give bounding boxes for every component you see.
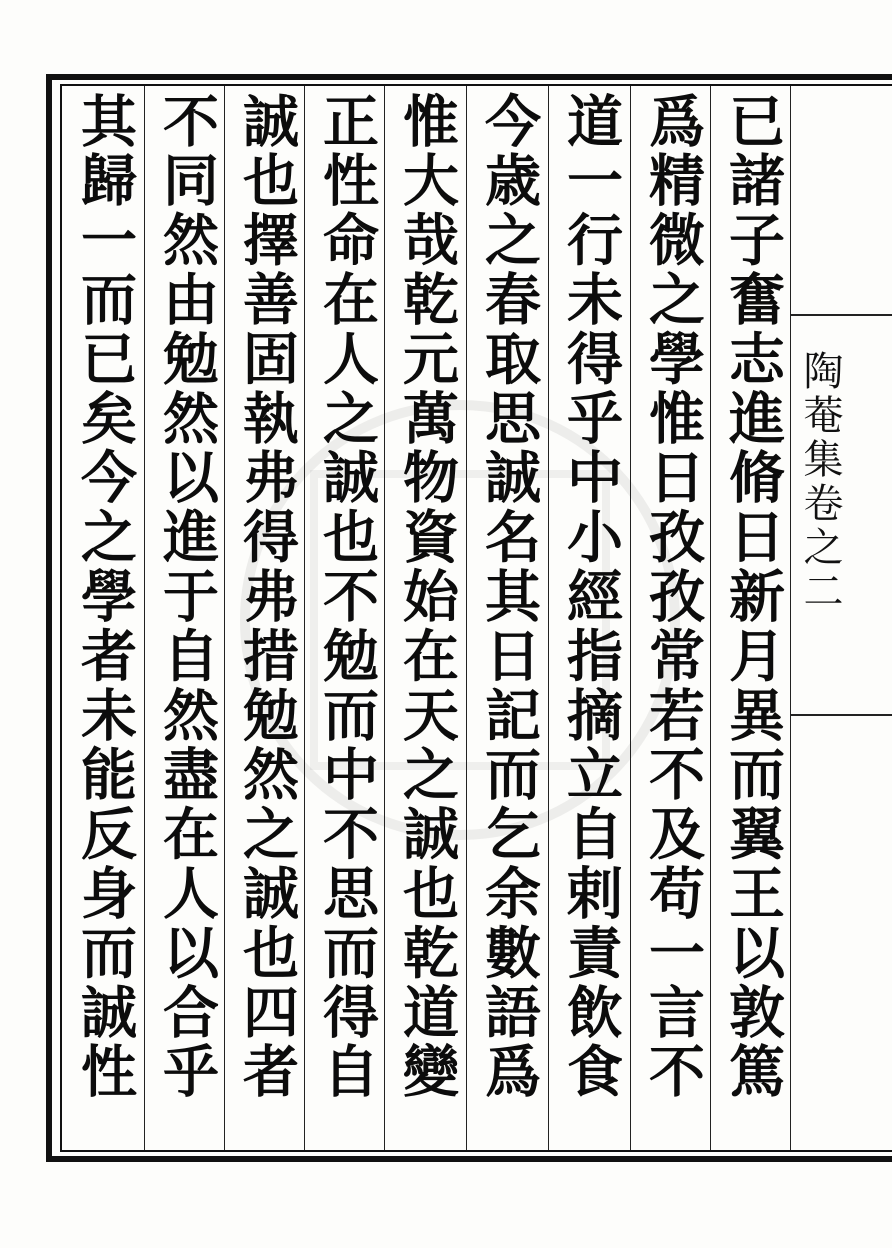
text-column-9: 其歸一而已矣今之學者未能反身而誠性	[72, 92, 138, 1102]
fold-margin-title: 陶菴集卷之二	[797, 350, 843, 614]
text-column-2: 爲精微之學惟日孜孜常若不及苟一言不	[640, 92, 706, 1102]
inner-border-top	[60, 84, 892, 86]
column-divider	[466, 86, 467, 1150]
text-column-4: 今歳之春取思誠名其日記而乞余數語爲	[476, 92, 542, 1102]
column-divider	[384, 86, 385, 1150]
text-column-7: 誠也擇善固執弗得弗措勉然之誠也四者	[234, 92, 300, 1102]
inner-border-left	[60, 84, 62, 1152]
text-column-5: 惟大哉乾元萬物資始在天之誠也乾道變	[394, 92, 460, 1102]
fold-margin-line	[790, 86, 791, 1150]
fold-margin-mark	[790, 714, 892, 716]
text-column-8: 不同然由勉然以進于自然盡在人以合乎	[154, 92, 220, 1102]
inner-border-bottom	[60, 1150, 892, 1152]
text-column-3: 道一行未得乎中小經指摘立自剌責飲食	[558, 92, 624, 1102]
fold-margin-mark	[790, 314, 892, 316]
column-divider	[710, 86, 711, 1150]
text-column-6: 正性命在人之誠也不勉而中不思而得自	[314, 92, 380, 1102]
column-divider	[548, 86, 549, 1150]
column-divider	[630, 86, 631, 1150]
text-column-1: 已諸子奮志進脩日新月異而翼王以敦篤	[720, 92, 786, 1102]
column-divider	[224, 86, 225, 1150]
column-divider	[304, 86, 305, 1150]
column-divider	[144, 86, 145, 1150]
